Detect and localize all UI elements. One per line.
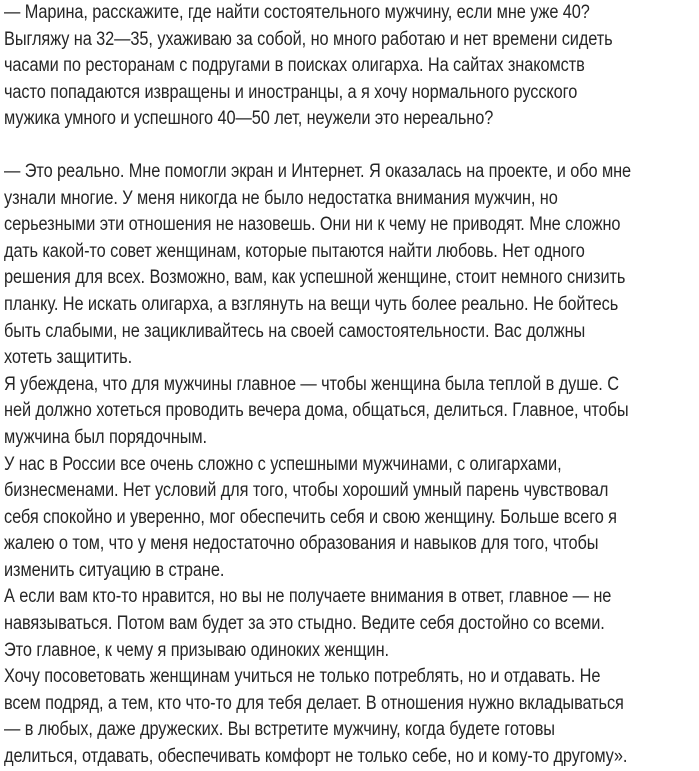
text-line: делиться, отдавать, обеспечивать комфорт не только себе, но и кому-то другому». <box>4 746 628 768</box>
text-line: жалею о том, что у меня недостаточно образования и навыков для того, чтобы <box>4 533 599 555</box>
answer-paragraph-4 <box>4 584 699 664</box>
paragraph-spacer <box>4 133 699 159</box>
text-line: Это главное, к чему я призываю одиноких женщин. <box>4 639 389 661</box>
text-line: планку. Не искать олигарха, а взглянуть на вещи чуть более реально. Не бойтесь <box>4 293 619 315</box>
text-line: бизнесменами. Нет условий для того, чтобы хороший умный парень чувствовал <box>4 480 609 502</box>
text-line: себя спокойно и уверенно, мог обеспечить себя и свою женщину. Больше всего я <box>4 506 617 528</box>
text-line: часами по ресторанам с подругами в поисках олигарха. На сайтах знакомств <box>4 55 585 77</box>
text-line: дать какой-то совет женщинам, которые пытаются найти любовь. Нет одного <box>4 240 585 262</box>
text-line: серьезными эти отношения не назовешь. Они ни к чему не приводят. Мне сложно <box>4 214 621 236</box>
text-line: — Это реально. Мне помогли экран и Интернет. Я оказалась на проекте, и обо мне <box>4 160 632 182</box>
text-line: хотеть защитить. <box>4 347 133 369</box>
text-line: быть слабыми, не зацикливайтесь на своей самостоятельности. Вас должны <box>4 320 586 342</box>
answer-paragraph-3 <box>4 452 699 585</box>
answer-paragraph-5 <box>4 664 699 770</box>
text-line: Я убеждена, что для мужчины главное — чтобы женщина была теплой в душе. С <box>4 373 619 395</box>
answer-paragraph-2 <box>4 372 699 452</box>
text-line: изменить ситуацию в стране. <box>4 559 225 581</box>
answer-paragraph-1 <box>4 159 699 372</box>
text-line: Выгляжу на 32—35, ухаживаю за собой, но много работаю и нет времени сидеть <box>4 28 613 50</box>
text-line: А если вам кто-то нравится, но вы не получаете внимания в ответ, главное — не <box>4 586 612 608</box>
text-line: — в любых, даже дружеских. Вы встретите мужчину, когда будете готовы <box>4 719 555 741</box>
text-line: Хочу посоветовать женщинам учиться не только потреблять, но и отдавать. Не <box>4 666 601 688</box>
text-line: узнали многие. У меня никогда не было недостатка внимания мужчин, но <box>4 187 558 209</box>
text-line: ней должно хотеться проводить вечера дома, общаться, делиться. Главное, чтобы <box>4 400 629 422</box>
question-paragraph <box>4 0 699 133</box>
text-line: всем подряд, а тем, кто что-то для тебя делает. В отношения нужно вкладываться <box>4 692 624 714</box>
text-line: навязываться. Потом вам будет за это стыдно. Ведите себя достойно со всеми. <box>4 613 605 635</box>
text-line: часто попадаются извращены и иностранцы, а я хочу нормального русского <box>4 81 578 103</box>
text-line: — Марина, расскажите, где найти состоятельного мужчину, если мне уже 40? <box>4 2 590 23</box>
text-line: У нас в России все очень сложно с успешными мужчинами, с олигархами, <box>4 453 562 475</box>
text-line: мужика умного и успешного 40—50 лет, неужели это нереально? <box>4 108 494 130</box>
text-line: решения для всех. Возможно, вам, как успешной женщине, стоит немного снизить <box>4 267 626 289</box>
text-line: мужчина был порядочным. <box>4 426 208 448</box>
